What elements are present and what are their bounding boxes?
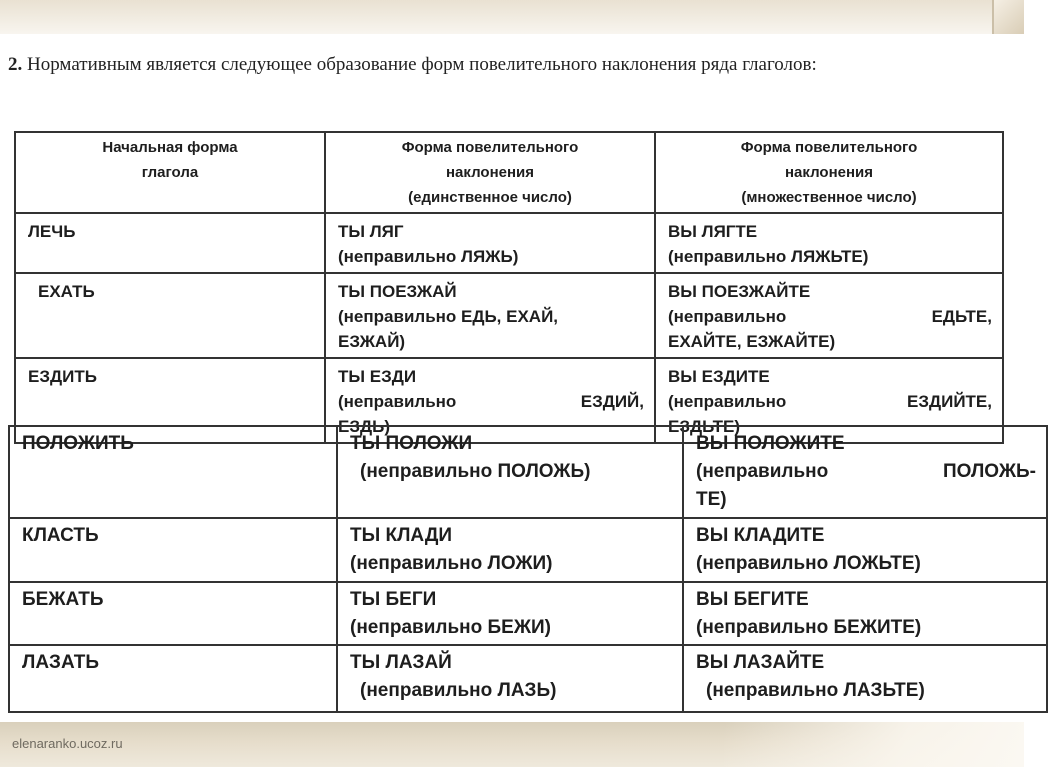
verb-cell: ЕЗДИТЬ bbox=[15, 358, 325, 443]
plural-cell: ВЫ ЛЯГТЕ (неправильно ЛЯЖЬТЕ) bbox=[655, 213, 1003, 273]
imperative-table-top bbox=[14, 131, 1004, 444]
top-decor-band bbox=[0, 0, 1024, 34]
table-row bbox=[9, 518, 1047, 582]
table-row bbox=[9, 645, 1047, 712]
table-row bbox=[9, 582, 1047, 645]
plural-cell: ВЫ ПОЛОЖИТЕ (неправильно ПОЛОЖЬ- ТЕ) bbox=[683, 426, 1047, 518]
singular-cell: ТЫ ЛАЗАЙ (неправильно ЛАЗЬ) bbox=[337, 645, 683, 712]
header-singular: Форма повелительного наклонения (единственное число) bbox=[325, 132, 655, 213]
plural-cell: ВЫ ЕЗДИТЕ (неправильно ЕЗДИЙТЕ, ЕЗДЬТЕ) bbox=[655, 358, 1003, 443]
imperative-table-bottom bbox=[8, 425, 1048, 713]
singular-cell: ТЫ ПОЕЗЖАЙ (неправильно ЕДЬ, ЕХАЙ, ЕЗЖАЙ) bbox=[325, 273, 655, 358]
singular-cell: ТЫ ПОЛОЖИ (неправильно ПОЛОЖЬ) bbox=[337, 426, 683, 518]
table-header-row bbox=[15, 132, 1003, 213]
plural-cell: ВЫ КЛАДИТЕ (неправильно ЛОЖЬТЕ) bbox=[683, 518, 1047, 582]
task-heading bbox=[8, 52, 1008, 77]
header-initial-form: Начальная форма глагола bbox=[15, 132, 325, 213]
singular-cell: ТЫ ЛЯГ (неправильно ЛЯЖЬ) bbox=[325, 213, 655, 273]
verb-cell: ПОЛОЖИТЬ bbox=[9, 426, 337, 518]
header-plural: Форма повелительного наклонения (множественное число) bbox=[655, 132, 1003, 213]
top-corner-decor bbox=[992, 0, 1024, 34]
verb-cell: БЕЖАТЬ bbox=[9, 582, 337, 645]
verb-cell: ЛАЗАТЬ bbox=[9, 645, 337, 712]
plural-cell: ВЫ ЛАЗАЙТЕ (неправильно ЛАЗЬТЕ) bbox=[683, 645, 1047, 712]
table-row bbox=[15, 213, 1003, 273]
bottom-decor-band bbox=[0, 722, 1024, 767]
verb-cell: ЛЕЧЬ bbox=[15, 213, 325, 273]
verb-cell: ЕХАТЬ bbox=[15, 273, 325, 358]
singular-cell: ТЫ ЕЗДИ (неправильно ЕЗДИЙ, ЕЗДЬ) bbox=[325, 358, 655, 443]
site-url: elenaranko.ucoz.ru bbox=[12, 736, 123, 751]
verb-cell: КЛАСТЬ bbox=[9, 518, 337, 582]
task-number: 2. bbox=[8, 54, 23, 75]
plural-cell: ВЫ БЕГИТЕ (неправильно БЕЖИТЕ) bbox=[683, 582, 1047, 645]
singular-cell: ТЫ КЛАДИ (неправильно ЛОЖИ) bbox=[337, 518, 683, 582]
plural-cell: ВЫ ПОЕЗЖАЙТЕ (неправильно ЕДЬТЕ, ЕХАЙТЕ, ЕЗЖАЙТЕ) bbox=[655, 273, 1003, 358]
table-row bbox=[9, 426, 1047, 518]
singular-cell: ТЫ БЕГИ (неправильно БЕЖИ) bbox=[337, 582, 683, 645]
table-row bbox=[15, 273, 1003, 358]
task-text: Нормативным является следующее образование форм повелительного наклонения ряда глаголов: bbox=[27, 54, 817, 75]
